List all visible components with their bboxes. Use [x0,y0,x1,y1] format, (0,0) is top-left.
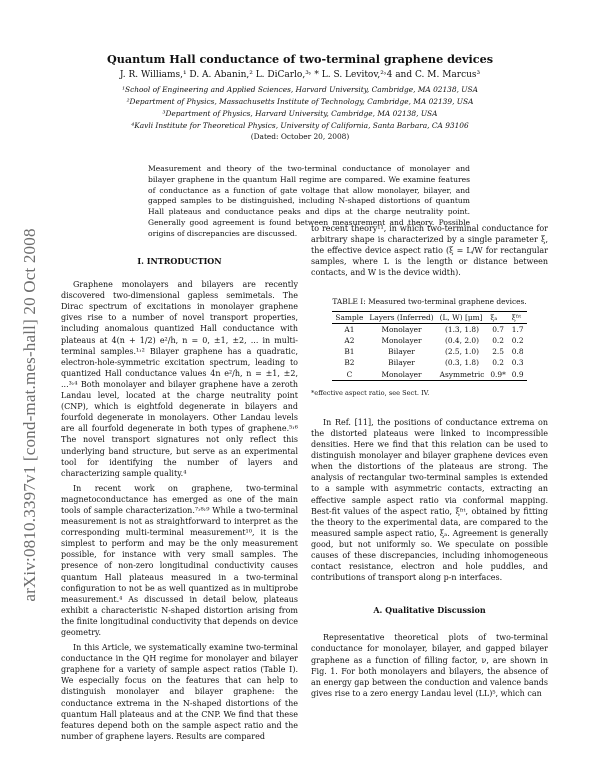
table-cell: Monolayer [381,324,422,334]
affiliation-1: ¹School of Engineering and Applied Sciences, Harvard University, Cambridge, MA 02138, USA [122,85,478,94]
table-cell: 0.9 [509,369,527,381]
table-cell: Monolayer [381,335,422,345]
left-column [61,256,298,742]
paper-title: Quantum Hall conductance of two-terminal graphene devices [106,52,494,66]
right-intro-text: to recent theory¹¹, in which two-terminal conductance for arbitrary shape is characterized by a single parameter ξ, the effective device aspect ratio (ξ = L/W for rectangular samples, where L is the length or distance between contacts, and W is the device width). [311,224,548,278]
table-cell: 1.7 [511,324,524,334]
table-cell: 0.8 [511,347,524,357]
table-cell: B1 [344,347,355,357]
right-column [311,223,548,699]
arxiv-sidebar [0,205,60,625]
table-cell: (2.5, 1.0) [445,347,479,357]
column-header: Sample [332,311,366,323]
table-cell: 0.7 [492,324,504,334]
table-row [332,323,526,335]
intro-paragraph-1: Graphene monolayers and bilayers are recently discovered two-dimensional gapless semimetals. The Dirac spectrum of excitations in monolayer graphene gives rise to a number of novel transport properties, including anomalous quantized Hall conductance with plateaus at 4(n + 1/2) e²/h, n = 0, ±1, ±2, ... in multi-terminal samples.¹˒² Bilayer graphene has a quadratic, electron-hole-symmetric excitation spectrum, leading to quantized Hall conductance values 4n e²/h, n = ±1, ±2, ...³˒⁴ Both monolayer and bilayer graphene have a zeroth Landau level, located at the charge neutrality point (CNP), which is eightfold degenerate in bilayers and fourfold degenerate in monolayers. Other Landau levels are all fourfold degenerate in both types of graphene.⁵˒⁶ The novel transport signatures not only reflect this underlying band structure, but serve as an experimental tool for identifying the number of layers and characterizing sample quality.⁴ [61,280,298,478]
table-cell: (0.3, 1.8) [445,358,479,368]
affiliation-3: ³Department of Physics, Harvard University, Cambridge, MA 02138, USA [162,109,438,118]
table-cell: A2 [344,335,355,345]
table-cell: 0.3 [511,358,524,368]
column-header: Layers (Inferred) [366,311,436,323]
column-header: ξₐ [487,311,508,323]
column-header: (L, W) [μm] [437,311,488,323]
table-cell: C [332,369,366,381]
table-cell: 0.2 [492,335,504,345]
author-list: J. R. Williams,¹ D. A. Abanin,² L. DiCarlo,³˒ * L. S. Levitov,²˒4 and C. M. Marcus³ [119,70,481,80]
table-cell: 2.5 [492,347,504,357]
table-cell: Asymmetric [437,369,488,381]
table-cell: 0.9* [487,369,508,381]
table-row [332,357,526,368]
table-caption: TABLE I: Measured two-terminal graphene devices. [332,297,527,307]
abstract: Measurement and theory of the two-terminal conductance of monolayer and bilayer graphene in the quantum Hall regime are compared. We examine features of conductance as a function of gate voltage that allow monolayer, bilayer, and gapped samples to be distinguished, including N-shaped distortions of quantum Hall plateaus and conductance peaks and dips at the charge neutrality point. Generally good agreement is found between measurement and theory. Possible origins of discrepancies are discussed. [148,164,470,238]
table-cell: 0.2 [492,358,504,368]
affiliation-2: ²Department of Physics, Massachusetts Institute of Technology, Cambridge, MA 02139, USA [126,97,474,106]
table-cell: Bilayer [388,347,415,357]
subsection-heading-qualitative: A. Qualitative Discussion [373,605,486,616]
intro-paragraph-3: In this Article, we systematically examine two-terminal conductance in the QH regime for monolayer and bilayer graphene for a variety of sample aspect ratios (Table I). We especially focus on the features that can help to distinguish monolayer and bilayer graphene: the conductance extrema in the N-shaped distortions of the quantum Hall plateaus and at the CNP. We find that these features depend both on the sample aspect ratio and the number of graphene layers. Results are compared [61,643,298,741]
table-cell: Monolayer [366,369,436,381]
right-paragraph-3: Representative theoretical plots of two-terminal conductance for monolayer, bilayer, and gapped bilayer graphene as a function of filling factor, ν, are shown in Fig. 1. For both monolayers and bilayers, the absence of an energy gap between the conduction and valence bands gives rise to a zero energy Landau level (LL)⁵, which can [311,633,548,698]
table-cell: B2 [344,358,355,368]
arxiv-identifier: arXiv:0810.3397v1 [cond-mat.mes-hall] 20 Oct 2008 [20,228,39,602]
right-paragraph-2: In Ref. [11], the positions of conductance extrema on the distorted plateaus were linked to incompressible densities. Here we find that this relation can be used to distinguish monolayer and bilayer graphene devices even when the distortions of the plateaus are strong. The analysis of rectangular two-terminal samples is extended to a sample with asymmetric contacts, extracting an effective sample aspect ratio via conformal mapping. Best-fit values of the aspect ratio, ξᶠᶦᵗ, obtained by fitting the theory to the experimental data, are compared to the measured sample aspect ratio, ξₐ. Agreement is generally good, but not uniformly so. We speculate on possible causes of these discrepancies, including inhomogeneous contact resistance, electron and hole puddles, and contributions of transport along p-n interfaces. [311,417,548,583]
table-cell: A1 [344,324,355,334]
affiliation-4: ⁴Kavli Institute for Theoretical Physics, University of California, Santa Barbara, CA 93106 [131,121,469,130]
section-heading-introduction: I. INTRODUCTION [137,256,222,266]
table-cell: 0.2 [511,335,524,345]
devices-table [332,311,526,381]
table-cell: Bilayer [388,358,415,368]
table-cell: (1.3, 1.8) [445,324,479,334]
table-footnote: *effective aspect ratio, see Sect. IV. [311,388,430,397]
intro-paragraph-2: In recent work on graphene, two-terminal magnetoconductance has emerged as one of the main tools of sample characterization.⁷˒⁸˒⁹ While a two-terminal measurement is not as straightforward to interpret as the corresponding multi-terminal measurement¹⁰, it is the simplest to perform and may be the only measurement possible, for instance with very small samples. The presence of non-zero longitudinal conductivity causes quantum Hall plateaus measured in a two-terminal configuration to not be as well quantized as in multiprobe measurement.⁴ As discussed in detail below, plateaus exhibit a characteristic N-shaped distortion arising from the finite longitudinal conductivity that depends on device geometry. [61,483,298,637]
dated-line: (Dated: October 20, 2008) [250,132,350,141]
table-cell: (0.4, 2.0) [445,335,479,345]
column-header: ξᶠᶦᵗ [509,311,527,323]
table-header-row [332,311,526,323]
table-row [332,346,526,357]
table-row [332,335,526,346]
table-row [332,369,526,381]
